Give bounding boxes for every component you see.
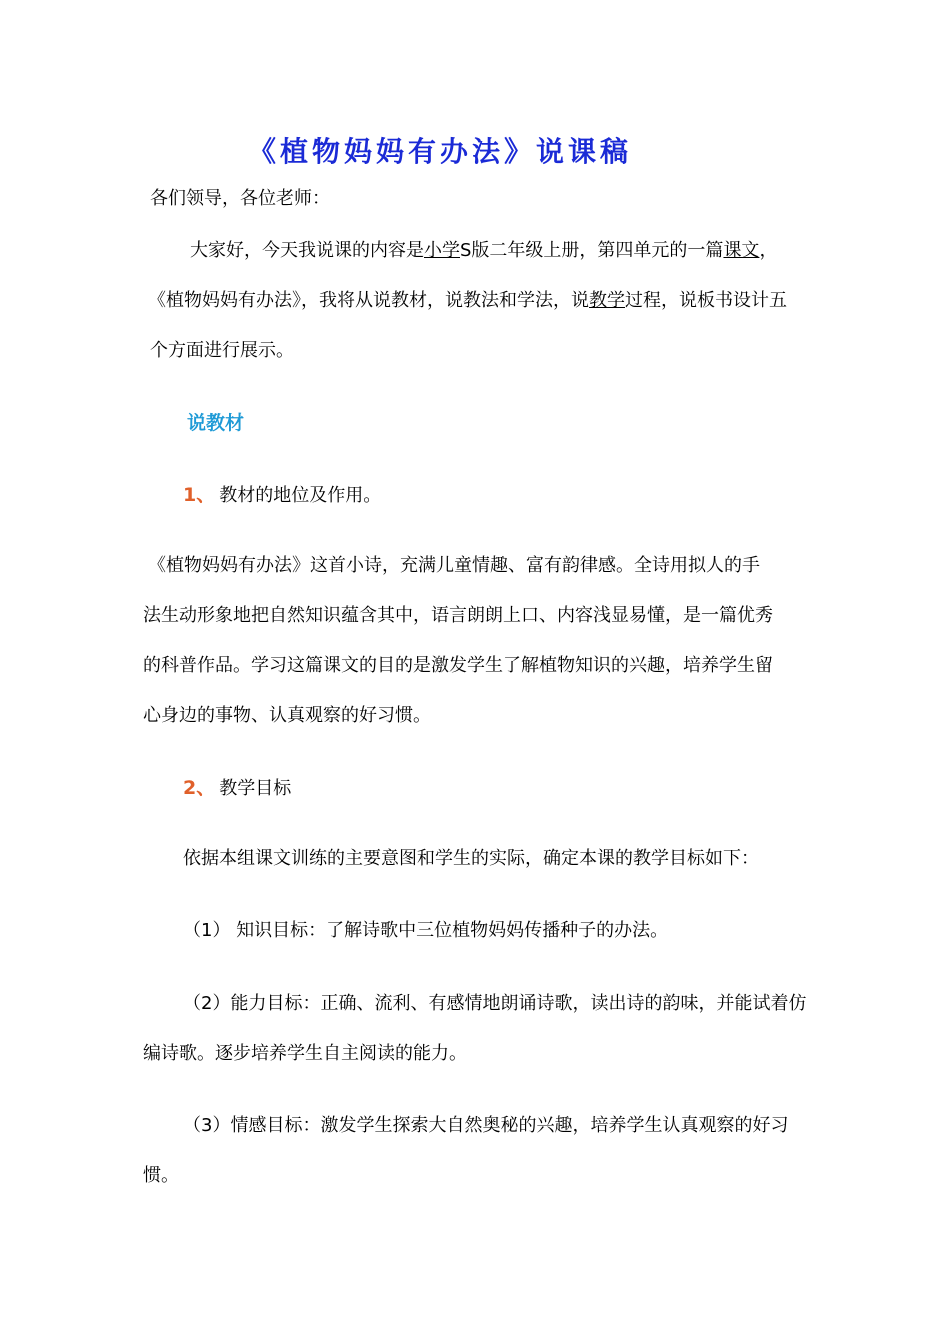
para1-line-2: 法生动形象地把自然知识蕴含其中，语言朗朗上口、内容浅显易懂，是一篇优秀 (143, 605, 773, 626)
item-1-label: 教材的地位及作用。 (219, 485, 382, 506)
link-jiaoxue[interactable]: 教学 (589, 290, 625, 311)
section-heading-jiaocai: 说教材 (187, 412, 245, 434)
intro-text: 《植物妈妈有办法》，我将从说教材，说教法和学法，说 (148, 290, 589, 311)
item-1-number: 1、 (183, 484, 216, 506)
goal-1: （1） 知识目标：了解诗歌中三位植物妈妈传播种子的办法。 (183, 920, 669, 941)
greeting: 各们领导，各位老师： (150, 188, 330, 209)
goal-3-line-2: 惯。 (143, 1165, 179, 1186)
link-xiaoxue[interactable]: 小学 (424, 240, 460, 261)
item-2-number: 2、 (183, 777, 216, 799)
item-2-label: 教学目标 (219, 778, 292, 799)
para1-line-4: 心身边的事物、认真观察的好习惯。 (143, 705, 431, 726)
link-kewen[interactable]: 课文 (723, 240, 760, 261)
goal-3-line-1: （3）情感目标：激发学生探索大自然奥秘的兴趣，培养学生认真观察的好习 (183, 1115, 789, 1136)
intro-text: ， (759, 240, 778, 261)
intro-line-2 (148, 288, 787, 314)
intro-text: S版二年级上册，第四单元的一篇 (460, 240, 724, 261)
para1-line-1: 《植物妈妈有办法》这首小诗，充满儿童情趣、富有韵律感。全诗用拟人的手 (148, 555, 760, 576)
intro-text: 过程，说板书设计五 (625, 290, 787, 311)
goal-2-line-1: （2）能力目标：正确、流利、有感情地朗诵诗歌，读出诗的韵味，并能试着仿 (183, 993, 807, 1014)
para1-line-3: 的科普作品。学习这篇课文的目的是激发学生了解植物知识的兴趣，培养学生留 (143, 655, 773, 676)
document-title: 《植物妈妈有办法》说课稿 (247, 135, 632, 168)
intro-text: 大家好，今天我说课的内容是 (190, 240, 424, 261)
item-2-heading (183, 775, 291, 802)
goal-2-line-2: 编诗歌。逐步培养学生自主阅读的能力。 (143, 1043, 467, 1064)
intro-line-1 (190, 238, 777, 264)
item-1-heading (183, 482, 381, 509)
para2: 依据本组课文训练的主要意图和学生的实际，确定本课的教学目标如下： (183, 848, 759, 869)
intro-line-3: 个方面进行展示。 (150, 340, 294, 361)
